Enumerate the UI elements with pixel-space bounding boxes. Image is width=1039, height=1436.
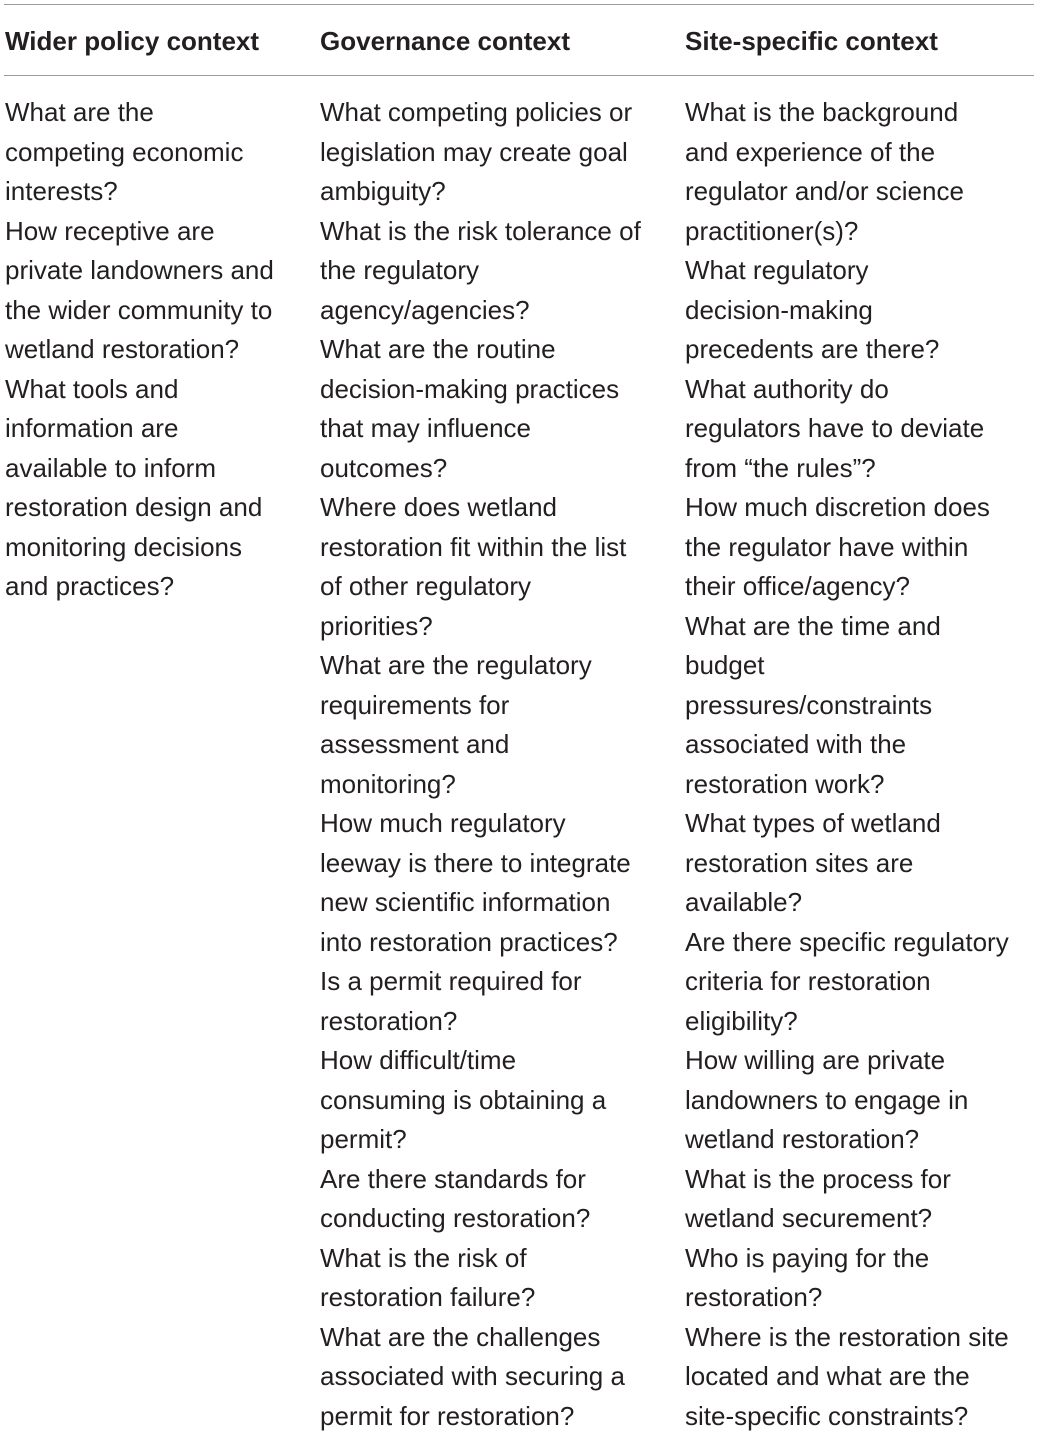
cell-text-line: conducting restoration? bbox=[320, 1199, 641, 1239]
cell-text-line: practitioner(s)? bbox=[685, 212, 1009, 252]
cell-text-line: outcomes? bbox=[320, 449, 641, 489]
header-wider-policy-context: Wider policy context bbox=[5, 24, 259, 58]
cell-text-line: information are bbox=[5, 409, 274, 449]
cell-text-line: Who is paying for the bbox=[685, 1239, 1009, 1279]
cell-text-line: restoration? bbox=[685, 1278, 1009, 1318]
cell-text-line: How difficult/time bbox=[320, 1041, 641, 1081]
cell-text-line: monitoring decisions bbox=[5, 528, 274, 568]
cell-text-line: and practices? bbox=[5, 567, 274, 607]
column-site-specific-context bbox=[685, 93, 1009, 1436]
table-cell bbox=[320, 93, 641, 212]
cell-text-line: criteria for restoration bbox=[685, 962, 1009, 1002]
cell-text-line: How much regulatory bbox=[320, 804, 641, 844]
cell-text-line: new scientific information bbox=[320, 883, 641, 923]
cell-text-line: decision-making bbox=[685, 291, 1009, 331]
table-cell bbox=[5, 93, 274, 212]
cell-text-line: of other regulatory bbox=[320, 567, 641, 607]
header-divider-rule bbox=[4, 75, 1034, 76]
cell-text-line: their office/agency? bbox=[685, 567, 1009, 607]
table-cell bbox=[320, 1041, 641, 1160]
table-cell bbox=[685, 923, 1009, 1042]
cell-text-line: What types of wetland bbox=[685, 804, 1009, 844]
cell-text-line: How much discretion does bbox=[685, 488, 1009, 528]
cell-text-line: available? bbox=[685, 883, 1009, 923]
table-cell bbox=[685, 370, 1009, 489]
cell-text-line: eligibility? bbox=[685, 1002, 1009, 1042]
column-governance-context bbox=[320, 93, 641, 1436]
cell-text-line: Are there standards for bbox=[320, 1160, 641, 1200]
table-cell bbox=[685, 804, 1009, 923]
cell-text-line: restoration fit within the list bbox=[320, 528, 641, 568]
table-cell bbox=[320, 1318, 641, 1436]
cell-text-line: What is the risk of bbox=[320, 1239, 641, 1279]
table-cell bbox=[5, 370, 274, 607]
cell-text-line: monitoring? bbox=[320, 765, 641, 805]
cell-text-line: budget bbox=[685, 646, 1009, 686]
cell-text-line: What tools and bbox=[5, 370, 274, 410]
cell-text-line: site-specific constraints? bbox=[685, 1397, 1009, 1436]
cell-text-line: restoration sites are bbox=[685, 844, 1009, 884]
cell-text-line: wetland restoration? bbox=[5, 330, 274, 370]
cell-text-line: What is the background bbox=[685, 93, 1009, 133]
cell-text-line: into restoration practices? bbox=[320, 923, 641, 963]
cell-text-line: permit? bbox=[320, 1120, 641, 1160]
cell-text-line: associated with the bbox=[685, 725, 1009, 765]
table-cell bbox=[320, 804, 641, 962]
cell-text-line: pressures/constraints bbox=[685, 686, 1009, 726]
cell-text-line: associated with securing a bbox=[320, 1357, 641, 1397]
cell-text-line: and experience of the bbox=[685, 133, 1009, 173]
cell-text-line: wetland securement? bbox=[685, 1199, 1009, 1239]
cell-text-line: assessment and bbox=[320, 725, 641, 765]
table-cell bbox=[320, 646, 641, 804]
cell-text-line: the wider community to bbox=[5, 291, 274, 331]
table-cell bbox=[320, 488, 641, 646]
cell-text-line: restoration failure? bbox=[320, 1278, 641, 1318]
cell-text-line: leeway is there to integrate bbox=[320, 844, 641, 884]
cell-text-line: legislation may create goal bbox=[320, 133, 641, 173]
cell-text-line: private landowners and bbox=[5, 251, 274, 291]
cell-text-line: How receptive are bbox=[5, 212, 274, 252]
table-cell bbox=[685, 488, 1009, 607]
cell-text-line: What is the risk tolerance of bbox=[320, 212, 641, 252]
cell-text-line: requirements for bbox=[320, 686, 641, 726]
cell-text-line: interests? bbox=[5, 172, 274, 212]
cell-text-line: Is a permit required for bbox=[320, 962, 641, 1002]
column-wider-policy-context bbox=[5, 93, 274, 607]
cell-text-line: What are the regulatory bbox=[320, 646, 641, 686]
table-cell bbox=[320, 212, 641, 331]
cell-text-line: What regulatory bbox=[685, 251, 1009, 291]
table-cell bbox=[685, 1239, 1009, 1318]
cell-text-line: restoration? bbox=[320, 1002, 641, 1042]
cell-text-line: available to inform bbox=[5, 449, 274, 489]
cell-text-line: restoration design and bbox=[5, 488, 274, 528]
table-cell bbox=[320, 1160, 641, 1239]
cell-text-line: that may influence bbox=[320, 409, 641, 449]
cell-text-line: decision-making practices bbox=[320, 370, 641, 410]
table-cell bbox=[685, 607, 1009, 805]
cell-text-line: landowners to engage in bbox=[685, 1081, 1009, 1121]
cell-text-line: What are the bbox=[5, 93, 274, 133]
header-governance-context: Governance context bbox=[320, 24, 570, 58]
cell-text-line: regulator and/or science bbox=[685, 172, 1009, 212]
table-cell bbox=[685, 1041, 1009, 1160]
table-cell bbox=[320, 1239, 641, 1318]
table-cell bbox=[320, 330, 641, 488]
cell-text-line: wetland restoration? bbox=[685, 1120, 1009, 1160]
cell-text-line: What authority do bbox=[685, 370, 1009, 410]
cell-text-line: priorities? bbox=[320, 607, 641, 647]
cell-text-line: What are the challenges bbox=[320, 1318, 641, 1358]
table-cell bbox=[685, 251, 1009, 370]
cell-text-line: What competing policies or bbox=[320, 93, 641, 133]
cell-text-line: What is the process for bbox=[685, 1160, 1009, 1200]
cell-text-line: Where is the restoration site bbox=[685, 1318, 1009, 1358]
cell-text-line: regulators have to deviate bbox=[685, 409, 1009, 449]
cell-text-line: precedents are there? bbox=[685, 330, 1009, 370]
table-cell bbox=[320, 962, 641, 1041]
cell-text-line: restoration work? bbox=[685, 765, 1009, 805]
cell-text-line: How willing are private bbox=[685, 1041, 1009, 1081]
table-cell bbox=[685, 93, 1009, 251]
cell-text-line: located and what are the bbox=[685, 1357, 1009, 1397]
cell-text-line: consuming is obtaining a bbox=[320, 1081, 641, 1121]
cell-text-line: the regulator have within bbox=[685, 528, 1009, 568]
cell-text-line: competing economic bbox=[5, 133, 274, 173]
table-top-rule bbox=[4, 4, 1034, 5]
cell-text-line: permit for restoration? bbox=[320, 1397, 641, 1436]
cell-text-line: Are there specific regulatory bbox=[685, 923, 1009, 963]
cell-text-line: from “the rules”? bbox=[685, 449, 1009, 489]
cell-text-line: the regulatory bbox=[320, 251, 641, 291]
table-cell bbox=[5, 212, 274, 370]
table-cell bbox=[685, 1160, 1009, 1239]
table-cell bbox=[685, 1318, 1009, 1436]
cell-text-line: What are the time and bbox=[685, 607, 1009, 647]
cell-text-line: ambiguity? bbox=[320, 172, 641, 212]
cell-text-line: agency/agencies? bbox=[320, 291, 641, 331]
cell-text-line: What are the routine bbox=[320, 330, 641, 370]
header-site-specific-context: Site-specific context bbox=[685, 24, 938, 58]
cell-text-line: Where does wetland bbox=[320, 488, 641, 528]
